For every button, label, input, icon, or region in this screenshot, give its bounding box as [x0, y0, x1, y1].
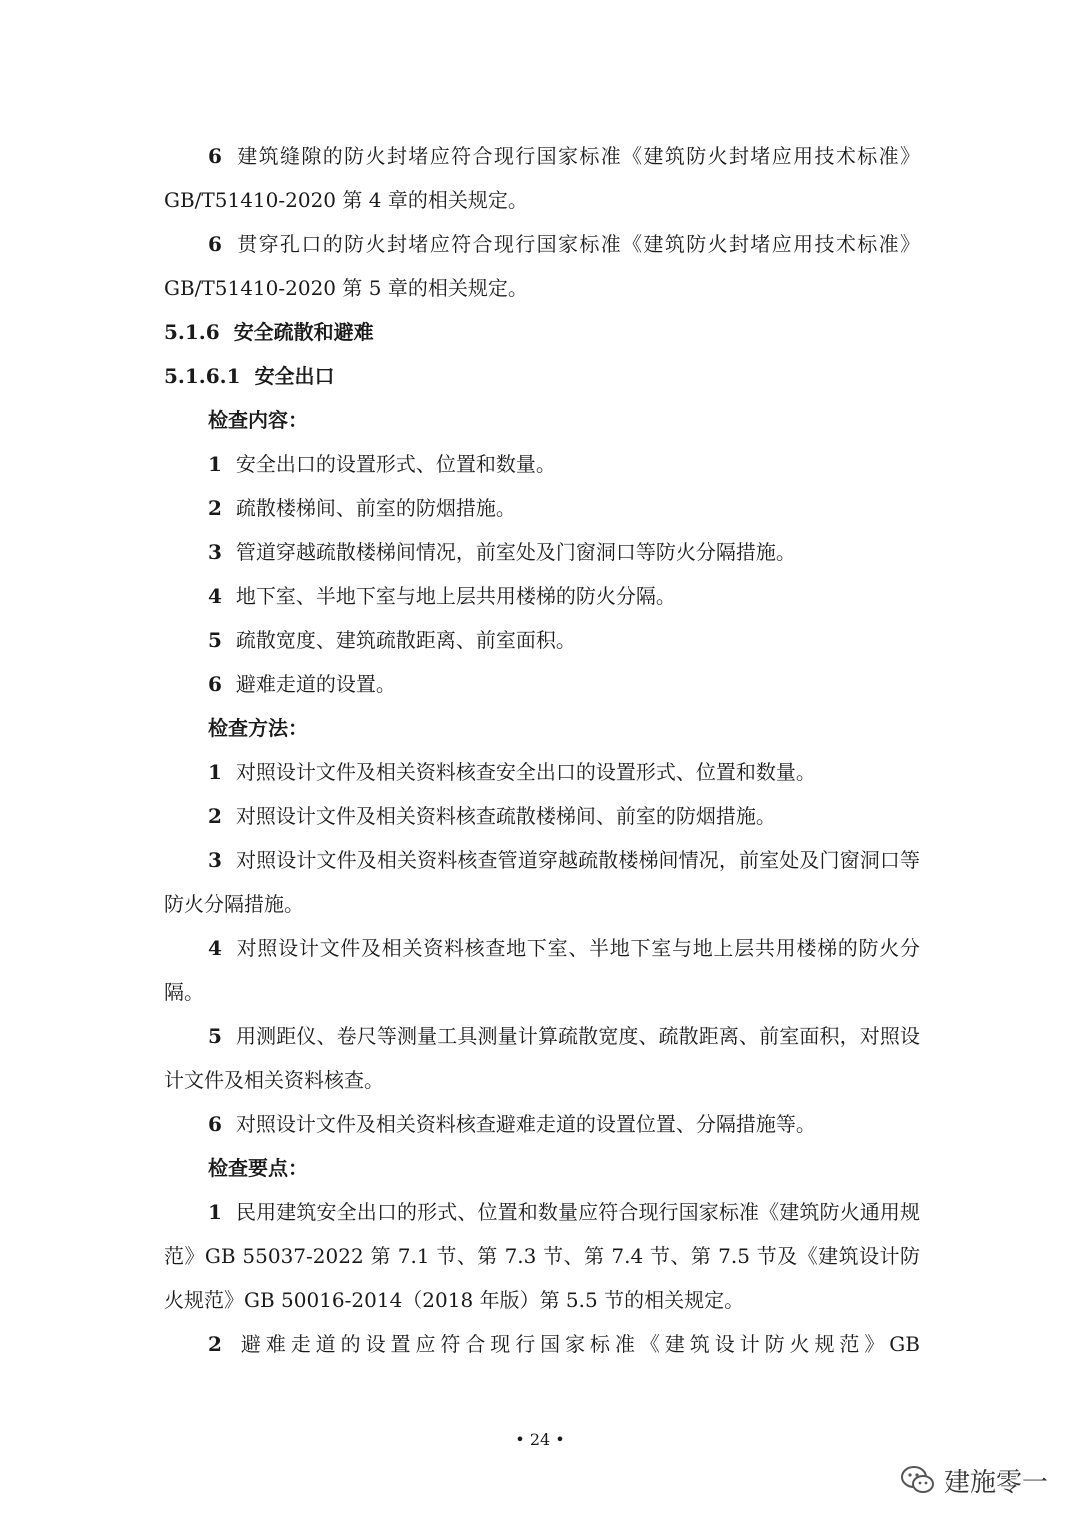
item-number: 1: [208, 760, 222, 784]
watermark-text: 建施零一: [944, 1467, 1049, 1498]
section-number: 5.1.6: [164, 320, 220, 344]
list-item: [164, 794, 920, 838]
subsection-title: 安全出口: [254, 364, 335, 388]
check-content-label: 检查内容：: [208, 408, 308, 432]
section-title: 安全疏散和避难: [233, 320, 374, 344]
list-item: [164, 1322, 920, 1366]
list-item: [164, 1190, 920, 1322]
list-item: [164, 486, 920, 530]
item-number: 6: [208, 1112, 222, 1136]
subsection-number: 5.1.6.1: [164, 364, 241, 388]
item-number: 1: [208, 452, 222, 476]
list-item: [164, 838, 920, 926]
item-number: 4: [208, 584, 222, 608]
list-item: [164, 618, 920, 662]
item-text: 安全出口的设置形式、位置和数量。: [235, 452, 556, 476]
item-text: 避难走道的设置。: [235, 672, 396, 696]
item-text: 对照设计文件及相关资料核查避难走道的设置位置、分隔措施等。: [235, 1112, 816, 1136]
item-text: 避难走道的设置应符合现行国家标准《建筑设计防火规范》GB: [235, 1332, 920, 1356]
item-text: 地下室、半地下室与地上层共用楼梯的防火分隔。: [235, 584, 676, 608]
item-text: 贯穿孔口的防火封堵应符合现行国家标准《建筑防火封堵应用技术标准》GB/T51410-2020 第 5 章的相关规定。: [164, 232, 920, 300]
paragraph: [164, 134, 920, 222]
list-item: [164, 1014, 920, 1102]
item-text: 对照设计文件及相关资料核查地下室、半地下室与地上层共用楼梯的防火分隔。: [164, 936, 920, 1004]
item-number: 2: [208, 804, 222, 828]
item-number: 5: [208, 628, 222, 652]
wechat-icon: [900, 1464, 936, 1496]
section-heading: [164, 310, 920, 354]
check-points-label: 检查要点：: [208, 1156, 308, 1180]
item-number: 6: [208, 144, 222, 168]
item-number: 1: [208, 1200, 222, 1224]
page-content: [164, 134, 920, 1366]
item-text: 疏散楼梯间、前室的防烟措施。: [235, 496, 516, 520]
item-text: 对照设计文件及相关资料核查疏散楼梯间、前室的防烟措施。: [235, 804, 776, 828]
item-number: 2: [208, 496, 222, 520]
list-item: [164, 1102, 920, 1146]
list-item: [164, 530, 920, 574]
subsection-heading: [164, 354, 920, 398]
item-number: 2: [208, 1332, 222, 1356]
list-item: [164, 574, 920, 618]
list-item: [164, 442, 920, 486]
list-item: [164, 662, 920, 706]
list-item: [164, 750, 920, 794]
item-text: 疏散宽度、建筑疏散距离、前室面积。: [235, 628, 576, 652]
item-number: 6: [208, 232, 222, 256]
watermark: [900, 1462, 1048, 1498]
page-number: • 24 •: [515, 1430, 565, 1449]
item-number: 4: [208, 936, 222, 960]
item-text: 管道穿越疏散楼梯间情况，前室处及门窗洞口等防火分隔措施。: [235, 540, 796, 564]
item-text: 用测距仪、卷尺等测量工具测量计算疏散宽度、疏散距离、前室面积，对照设计文件及相关资料核查。: [164, 1024, 920, 1092]
item-number: 3: [208, 540, 222, 564]
item-number: 6: [208, 672, 222, 696]
item-number: 5: [208, 1024, 222, 1048]
paragraph: [164, 222, 920, 310]
item-text: 对照设计文件及相关资料核查管道穿越疏散楼梯间情况，前室处及门窗洞口等防火分隔措施。: [164, 848, 920, 916]
item-text: 建筑缝隙的防火封堵应符合现行国家标准《建筑防火封堵应用技术标准》GB/T51410-2020 第 4 章的相关规定。: [164, 144, 920, 212]
item-text: 民用建筑安全出口的形式、位置和数量应符合现行国家标准《建筑防火通用规范》GB 55037-2022 第 7.1 节、第 7.3 节、第 7.4 节、第 7.5 节及《建筑设计防火规范》GB 50016-2014（2018 年版）第 5.5 节的相关规定。: [164, 1200, 920, 1312]
check-method-label: 检查方法：: [208, 716, 308, 740]
item-text: 对照设计文件及相关资料核查安全出口的设置形式、位置和数量。: [235, 760, 816, 784]
item-number: 3: [208, 848, 222, 872]
list-item: [164, 926, 920, 1014]
